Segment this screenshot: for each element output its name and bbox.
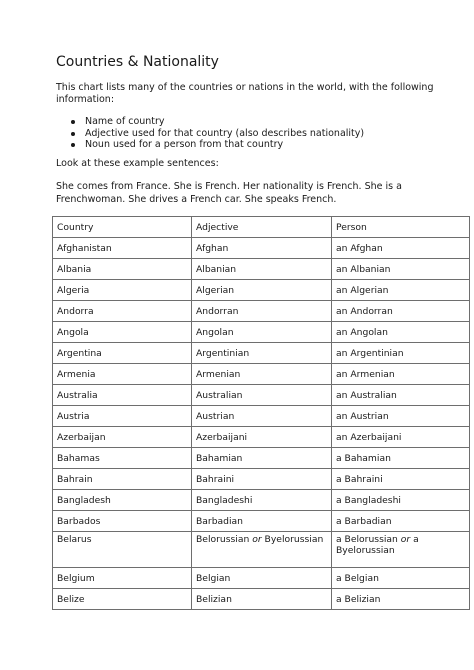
adjective-cell: Bahamian xyxy=(192,448,332,469)
person-cell: a Belgian xyxy=(332,568,470,589)
adjective-cell: Angolan xyxy=(192,322,332,343)
adjective-cell xyxy=(192,532,332,568)
intro-paragraph: This chart lists many of the countries or nations in the world, with the following information: xyxy=(56,82,434,105)
person-cell: an Andorran xyxy=(332,301,470,322)
person-part: a Belorussian xyxy=(336,534,401,545)
table-header-row xyxy=(53,217,470,238)
adjective-cell: Bahraini xyxy=(192,469,332,490)
table-row xyxy=(53,406,470,427)
table-row xyxy=(53,238,470,259)
table-row xyxy=(53,568,470,589)
adjective-cell: Belizian xyxy=(192,589,332,610)
country-cell: Armenia xyxy=(53,364,192,385)
country-cell: Barbados xyxy=(53,511,192,532)
person-cell: a Bangladeshi xyxy=(332,490,470,511)
bullet-text: Name of country xyxy=(85,116,165,127)
person-cell: an Austrian xyxy=(332,406,470,427)
bullet-item xyxy=(56,139,364,151)
person-cell: an Azerbaijani xyxy=(332,427,470,448)
page-title: Countries & Nationality xyxy=(56,54,219,70)
bullet-dot-icon xyxy=(71,120,75,124)
country-cell: Australia xyxy=(53,385,192,406)
person-cell: a Bahraini xyxy=(332,469,470,490)
table-row xyxy=(53,427,470,448)
example-intro-text: Look at these example sentences: xyxy=(56,158,219,169)
adjective-or-word: or xyxy=(252,534,262,545)
adjective-cell: Australian xyxy=(192,385,332,406)
table-row xyxy=(53,532,470,568)
table-row xyxy=(53,280,470,301)
country-cell: Albania xyxy=(53,259,192,280)
adjective-cell: Andorran xyxy=(192,301,332,322)
country-cell: Afghanistan xyxy=(53,238,192,259)
bullet-text: Noun used for a person from that country xyxy=(85,139,284,150)
table-row xyxy=(53,448,470,469)
country-cell: Belgium xyxy=(53,568,192,589)
table-row xyxy=(53,259,470,280)
adjective-part: Belorussian xyxy=(196,534,253,545)
adjective-cell: Austrian xyxy=(192,406,332,427)
table-row xyxy=(53,490,470,511)
country-cell: Algeria xyxy=(53,280,192,301)
table-row xyxy=(53,385,470,406)
adjective-cell: Bangladeshi xyxy=(192,490,332,511)
column-header-person: Person xyxy=(332,217,470,238)
adjective-part: Byelorussian xyxy=(261,534,324,545)
adjective-cell: Belgian xyxy=(192,568,332,589)
country-cell: Angola xyxy=(53,322,192,343)
person-cell: a Belizian xyxy=(332,589,470,610)
bullet-text: Adjective used for that country (also describes nationality) xyxy=(85,127,365,139)
column-header-adjective: Adjective xyxy=(192,217,332,238)
adjective-cell: Albanian xyxy=(192,259,332,280)
person-cell: a Bahamian xyxy=(332,448,470,469)
adjective-cell: Azerbaijani xyxy=(192,427,332,448)
adjective-cell: Argentinian xyxy=(192,343,332,364)
bullet-dot-icon xyxy=(71,132,75,136)
table-row xyxy=(53,469,470,490)
adjective-cell: Afghan xyxy=(192,238,332,259)
country-cell: Azerbaijan xyxy=(53,427,192,448)
country-cell: Belize xyxy=(53,589,192,610)
nationality-table xyxy=(52,216,470,610)
country-cell: Bahamas xyxy=(53,448,192,469)
table-row xyxy=(53,589,470,610)
table-row xyxy=(53,301,470,322)
country-cell: Bahrain xyxy=(53,469,192,490)
country-cell: Belarus xyxy=(53,532,192,568)
person-cell: an Angolan xyxy=(332,322,470,343)
bullet-item xyxy=(56,116,364,128)
adjective-cell: Barbadian xyxy=(192,511,332,532)
person-cell: an Armenian xyxy=(332,364,470,385)
person-cell: an Algerian xyxy=(332,280,470,301)
person-cell: an Albanian xyxy=(332,259,470,280)
table-row xyxy=(53,364,470,385)
person-cell xyxy=(332,532,470,568)
info-bullet-list xyxy=(56,116,364,151)
bullet-item xyxy=(56,128,364,140)
column-header-country: Country xyxy=(53,217,192,238)
country-cell: Andorra xyxy=(53,301,192,322)
person-cell: a Barbadian xyxy=(332,511,470,532)
country-cell: Argentina xyxy=(53,343,192,364)
bullet-dot-icon xyxy=(71,143,75,147)
person-or-word: or xyxy=(400,534,411,545)
adjective-cell: Algerian xyxy=(192,280,332,301)
country-cell: Bangladesh xyxy=(53,490,192,511)
adjective-cell: Armenian xyxy=(192,364,332,385)
table-row xyxy=(53,322,470,343)
example-sentences: She comes from France. She is French. Her nationality is French. She is a Frenchwoman. She drives a French car. She speaks French. xyxy=(56,181,402,205)
person-cell: an Afghan xyxy=(332,238,470,259)
person-cell: an Argentinian xyxy=(332,343,470,364)
table-row xyxy=(53,343,470,364)
country-cell: Austria xyxy=(53,406,192,427)
person-part: a Byelorussian xyxy=(336,534,419,556)
person-cell: an Australian xyxy=(332,385,470,406)
table-row xyxy=(53,511,470,532)
